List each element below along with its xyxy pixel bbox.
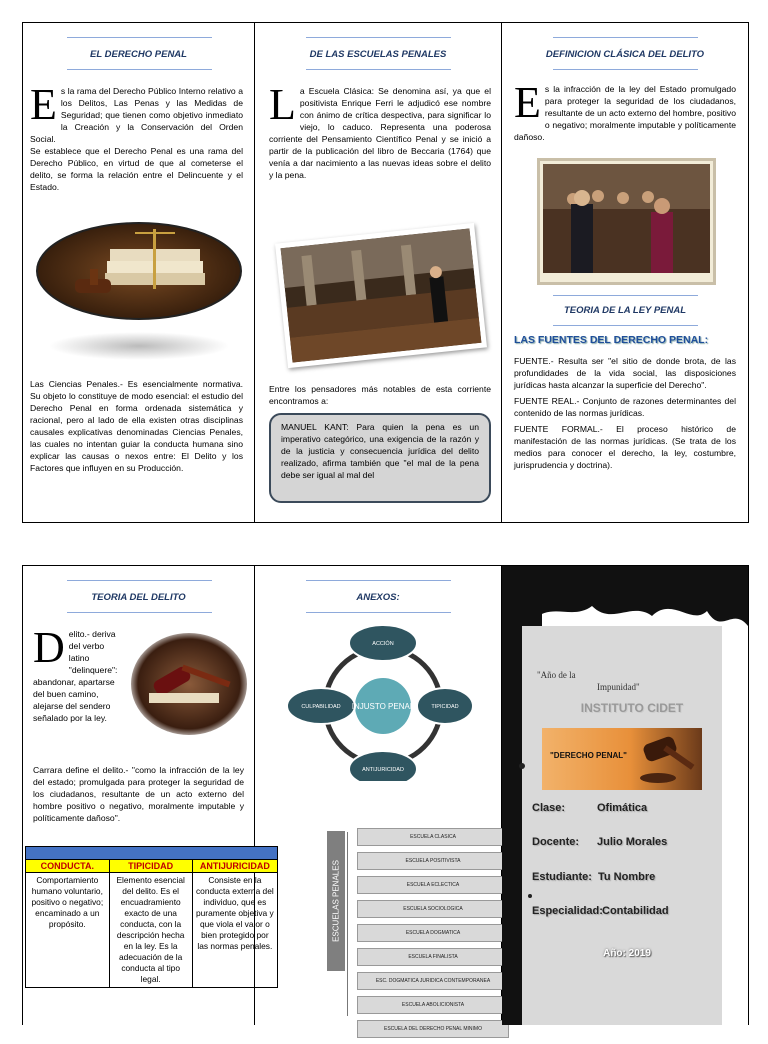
motto-line-1: "Año de la bbox=[537, 670, 576, 680]
clase-label: Clase: bbox=[532, 802, 566, 814]
section-heading: DE LAS ESCUELAS PENALES bbox=[309, 49, 447, 60]
school-item: ESCUELA CLASICA bbox=[357, 828, 509, 846]
escuela-clasica-text: L a Escuela Clásica: Se denomina así, ya que el positivista Enrique Ferri le adjudicó ese nombre con ánimo de crítica despectiva, para significar lo viejo, lo caduco. Representa una poderosa corriente del Pensamiento Científico Penal y se inició a partir de la publicación del libro de Beccaria (1764) que venía a dar nacimiento a las nuevas ideas sobre el delito y la pena. bbox=[269, 80, 491, 180]
cycle-center-label: INJUSTO PENAL bbox=[351, 702, 415, 711]
gavel-icon bbox=[638, 734, 698, 784]
cycle-label-tipicidad: TIPICIDAD bbox=[431, 704, 459, 710]
docente-value: Julio Morales bbox=[597, 836, 668, 848]
school-item: ESCUELA DOGMATICA bbox=[357, 924, 509, 942]
column-derecho-penal bbox=[23, 23, 254, 522]
schools-label: ESCUELAS PENALES bbox=[331, 860, 341, 942]
docente-label: Docente: bbox=[532, 836, 580, 848]
drop-cap: L bbox=[269, 80, 296, 129]
pensadores-text: Entre los pensadores más notables de esta corriente encontramos a: bbox=[269, 384, 491, 406]
column-escuelas-penales bbox=[255, 23, 501, 522]
especialidad-value: Contabilidad bbox=[602, 905, 669, 917]
estudiante-label: Estudiante: bbox=[532, 871, 592, 883]
fuentes-text bbox=[514, 355, 736, 475]
carrara-text: Carrara define el delito.- "como la infracción de la ley del estado; promulgada para proteger la seguridad de los ciudadanos, resultante de un acto externo del hombre positivo o negativo, moralmente imputable y políticamente dañoso". bbox=[33, 765, 244, 823]
section-heading: TEORIA DEL DELITO bbox=[91, 592, 186, 603]
column-teoria-delito bbox=[23, 566, 274, 1025]
estudiante-value: Tu Nombre bbox=[598, 871, 656, 883]
column-cover bbox=[502, 566, 748, 1025]
table-header: CONDUCTA. bbox=[26, 860, 110, 873]
derecho-penal-banner bbox=[542, 728, 702, 790]
table-cell: Comportamiento humano voluntario, positivo o negativo; encaminado a un propósito. bbox=[26, 873, 110, 988]
fuentes-title: LAS FUENTES DEL DERECHO PENAL: bbox=[514, 334, 709, 346]
paragraph: Se establece que el Derecho Penal es una rama del Derecho Público, en virtud de que al cometerse el delito, se forma la relación entre el Delincuente y el Estado. bbox=[30, 146, 243, 192]
cycle-label-accion: ACCIÓN bbox=[372, 641, 394, 647]
brochure-page-2 bbox=[22, 565, 749, 1032]
section-heading: EL DERECHO PENAL bbox=[90, 49, 187, 60]
institute-name: INSTITUTO CIDET bbox=[580, 701, 684, 715]
schools-label-bar bbox=[327, 831, 345, 971]
section-heading: TEORIA DE LA LEY PENAL bbox=[563, 305, 687, 316]
banner-text: "DERECHO PENAL" bbox=[550, 751, 627, 760]
definicion-text: E s la infracción de la ley del Estado promulgado para proteger la seguridad de los ciudadanos, resultante de un acto externo del hombre, positivo o negativo; moralmente imputable y políticamente dañoso. bbox=[514, 78, 736, 142]
cycle-label-culpabilidad: CULPABILIDAD bbox=[301, 704, 341, 710]
table-cell: Consiste en la conducta externa del individuo, que es puramente objetiva y que viola el valor o bien protegido por las normas penales. bbox=[192, 873, 277, 988]
clase-value: Ofimática bbox=[597, 802, 648, 814]
table-header: TIPICIDAD bbox=[109, 860, 192, 873]
cycle-label-antijuricidad: ANTIJURICIDAD bbox=[362, 767, 404, 773]
brochure-page-1 bbox=[22, 22, 749, 523]
school-item: ESCUELA ECLECTICA bbox=[357, 876, 509, 894]
intro-text: E s la rama del Derecho Público Interno relativo a los Delitos, Las Penas y las Medidas de Seguridad; que tienen como objetivo inmediato la Creación y la Conservación del Orden Social. Se establece que el Derecho Penal es una rama del Derecho Público, en virtud de que al cometerse el delito, se forma la relación entre el Delincuente y el Estado. bbox=[30, 80, 243, 192]
school-item: ESCUELA SOCIOLOGICA bbox=[357, 900, 509, 918]
courtroom-image bbox=[275, 223, 487, 368]
gavel-image bbox=[131, 633, 247, 735]
table-header: ANTIJURICIDAD bbox=[192, 860, 277, 873]
delito-etimologia-text: D elito.- deriva del verbo latino "delinquere": abandonar, apartarse del buen camino, alejarse del sendero señalado por la ley. bbox=[33, 623, 118, 723]
school-item: ESCUELA POSITIVISTA bbox=[357, 852, 509, 870]
school-item: ESCUELA ABOLICIONISTA bbox=[357, 996, 509, 1014]
ciencias-penales-text: Las Ciencias Penales.- Es esencialmente normativa. Su objeto lo constituye de modo esencial: el estudio del Derecho Penal en forma ordenada sistemática y racional, pero al lado de ella existen otras disciplinas causales explicativas denominadas Ciencias Penales, las cuales no intentan guiar la conducta humana sino explicar las causas o nexos entre: El Delito y los Factores que influyen en su Producción. bbox=[30, 379, 243, 473]
schools-connector bbox=[347, 832, 356, 1016]
delito-elements-table bbox=[25, 846, 278, 988]
law-books-image bbox=[35, 221, 243, 321]
column-anexos bbox=[255, 566, 501, 1032]
court-scene-image bbox=[537, 158, 716, 285]
column-definicion-delito bbox=[502, 23, 748, 522]
motto-line-2: Impunidad" bbox=[597, 682, 640, 692]
cycle-node-antijuricidad bbox=[349, 751, 417, 781]
paragraph: FUENTE FORMAL.- El proceso histórico de manifestación de las normas jurídicas. (Se trata de los medios para conocer el derecho, la ley, costumbre, jurisprudencia y doctrina). bbox=[514, 424, 736, 470]
section-heading: ANEXOS: bbox=[356, 592, 400, 603]
paragraph: FUENTE REAL.- Conjunto de razones determinantes del contenido de las normas jurídicas. bbox=[514, 396, 736, 418]
table-cell: Elemento esencial del delito. Es el encuadramiento exacto de una conducta, con la descripción hecha en la ley. Es la adecuación de la conducta al tipo legal. bbox=[109, 873, 192, 988]
section-heading: DEFINICION CLÁSICA DEL DELITO bbox=[545, 49, 705, 60]
school-item: ESC. DOGMATICA JURIDICA CONTEMPORANEA bbox=[357, 972, 509, 990]
kant-quote-box: MANUEL KANT: Para quien la pena es un imperativo categórico, una exigencia de la razón y de la justicia y consecuencia jurídica del delito realizado, afirma también que "el mal de la pena debe ser igual al mal del bbox=[269, 413, 491, 503]
year-label: Año: 2019 bbox=[603, 948, 651, 959]
injusto-penal-cycle-diagram bbox=[283, 621, 483, 781]
schools-list bbox=[357, 828, 509, 1044]
school-item: ESCUELA DEL DERECHO PENAL MINIMO bbox=[357, 1020, 509, 1038]
especialidad-label: Especialidad: bbox=[532, 905, 603, 917]
paragraph: FUENTE.- Resulta ser "el sitio de donde brota, de las profundidades de la vida social, las disposiciones jurídicas hasta alcanzar la superficie del Derecho". bbox=[514, 356, 736, 390]
drop-cap: D bbox=[33, 623, 65, 672]
school-item: ESCUELA FINALISTA bbox=[357, 948, 509, 966]
drop-cap: E bbox=[30, 80, 57, 129]
drop-cap: E bbox=[514, 78, 541, 127]
